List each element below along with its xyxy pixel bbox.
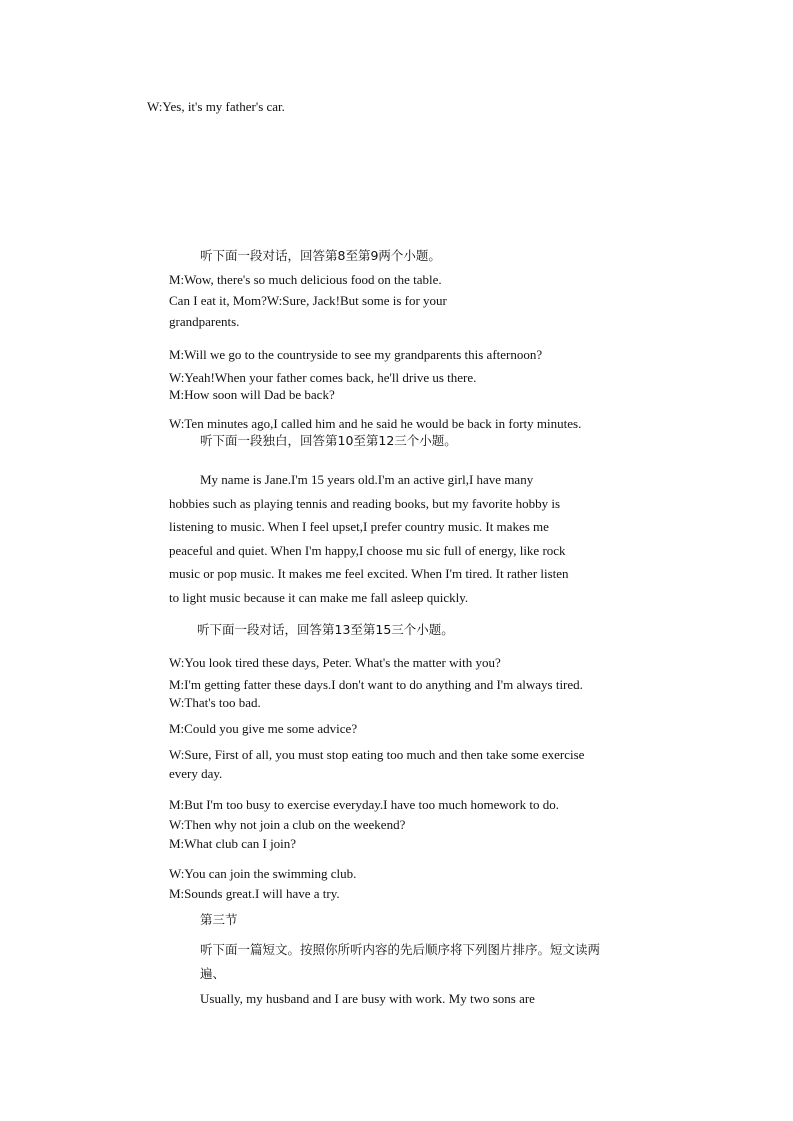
dialogue-line: M:I'm getting fatter these days.I don't want to do anything and I'm always tired. (169, 677, 583, 692)
dialogue-line: W:Ten minutes ago,I called him and he said he would be back in forty minutes. (169, 416, 582, 431)
dialogue-line: every day. (169, 766, 223, 781)
dialogue-line: W:Then why not join a club on the weekend? (169, 817, 406, 832)
dialogue-line: grandparents. (169, 314, 240, 329)
dialogue-line: M:Sounds great.I will have a try. (169, 886, 340, 901)
answer-line: W:Yes, it's my father's car. (147, 99, 285, 114)
dialogue-line: W:Yeah!When your father comes back, he'll drive us there. (169, 370, 477, 385)
section-intro-8-9: 听下面一段对话，回答第8至第9两个小题。 (200, 248, 441, 263)
section-intro-13-15: 听下面一段对话，回答第13至第15三个小题。 (197, 622, 454, 637)
dialogue-line: M:Will we go to the countryside to see my grandparents this afternoon? (169, 347, 543, 362)
dialogue-line: W:You can join the swimming club. (169, 866, 357, 881)
part-instructions: 听下面一篇短文。按照你所听内容的先后顺序将下列图片排序。短文读两 (200, 942, 601, 957)
monologue-line: My name is Jane.I'm 15 years old.I'm an active girl,I have many (200, 472, 534, 487)
monologue-line: peaceful and quiet. When I'm happy,I choose mu sic full of energy, like rock (169, 543, 566, 558)
monologue-line: music or pop music. It makes me feel excited. When I'm tired. It rather listen (169, 566, 569, 581)
dialogue-line: M:How soon will Dad be back? (169, 387, 335, 402)
monologue-line: hobbies such as playing tennis and reading books, but my favorite hobby is (169, 496, 561, 511)
dialogue-line: M:What club can I join? (169, 836, 297, 851)
part-heading: 第三节 (200, 912, 238, 927)
part-instructions-cont: 遍、 (200, 966, 226, 981)
dialogue-line: M:But I'm too busy to exercise everyday.I have too much homework to do. (169, 797, 559, 812)
dialogue-line: M:Wow, there's so much delicious food on the table. (169, 272, 442, 287)
dialogue-line: W:Sure, First of all, you must stop eating too much and then take some exercise (169, 747, 585, 762)
dialogue-line: W:You look tired these days, Peter. What's the matter with you? (169, 655, 501, 670)
monologue-line: listening to music. When I feel upset,I prefer country music. It makes me (169, 519, 549, 534)
passage-line: Usually, my husband and I are busy with work. My two sons are (200, 991, 535, 1006)
section-intro-10-12: 听下面一段独白，回答第10至第12三个小题。 (200, 433, 457, 448)
dialogue-line: Can I eat it, Mom?W:Sure, Jack!But some is for your (169, 293, 447, 308)
monologue-line: to light music because it can make me fall asleep quickly. (169, 590, 469, 605)
dialogue-line: W:That's too bad. (169, 695, 261, 710)
dialogue-line: M:Could you give me some advice? (169, 721, 358, 736)
